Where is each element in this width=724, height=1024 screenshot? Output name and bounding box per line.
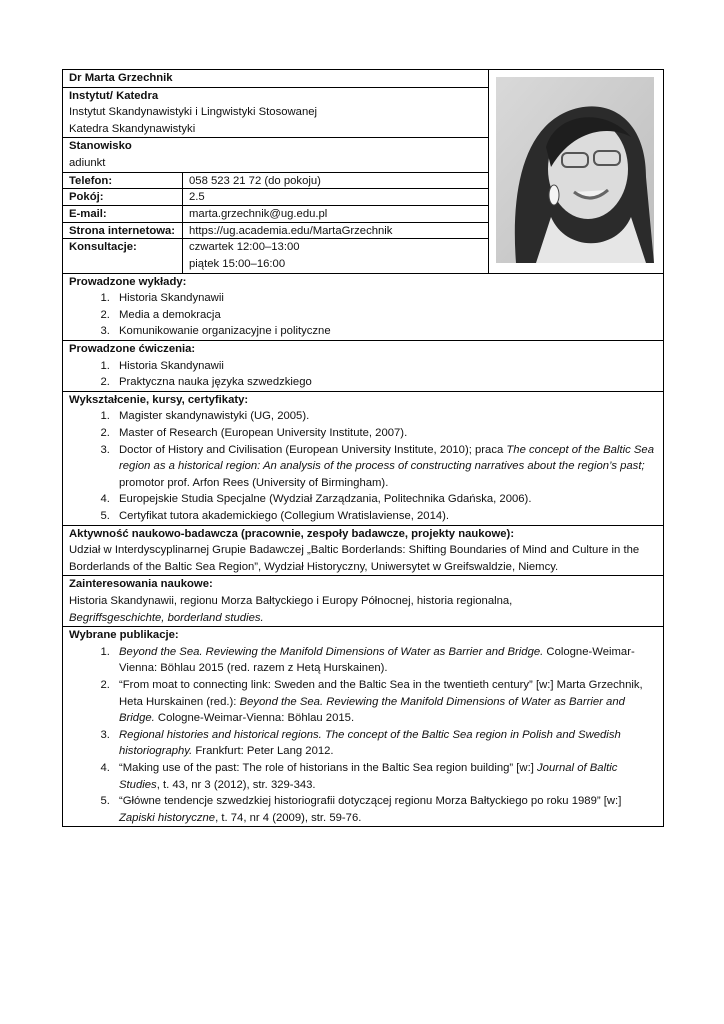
publication-title: Beyond the Sea. Reviewing the Manifold Dimensions of Water as Barrier and Bridge. [119,695,625,725]
list-item: 1. Historia Skandynawii [113,358,657,375]
phone-value: 058 523 21 72 (do pokoju) [189,174,321,187]
phone-row [63,173,488,190]
consult-row [63,239,488,272]
portrait-photo [496,77,654,263]
publication-title: Beyond the Sea. Reviewing the Manifold Dimensions of Water as Barrier and Bridge. [119,645,544,658]
text-segment: Cologne-Weimar-Vienna: Böhlau 2015. [154,712,355,725]
email-label: E-mail: [63,206,183,222]
room-label: Pokój: [63,189,183,205]
exercises-section [63,341,663,392]
lectures-list [69,290,657,340]
department: Katedra Skandynawistyki [69,122,196,135]
list-item [113,793,657,826]
institute-label: Instytut/ Katedra [69,89,159,102]
list-item: 2. Master of Research (European University Institute, 2007). [113,425,657,442]
text-segment: “Główne tendencje szwedzkiej historiografii dotyczącej regionu Morza Bałtyckiego po roku 1989” [w:] [119,795,622,808]
website-value[interactable]: https://ug.academia.edu/MartaGrzechnik [189,224,393,237]
publications-section [63,627,663,827]
institute: Instytut Skandynawistyki i Lingwistyki Stosowanej [69,106,318,119]
exercises-list [69,358,657,391]
institute-cell [63,88,488,139]
publication-title: Journal of Baltic Studies [119,761,618,791]
lectures-label: Prowadzone wykłady: [69,275,187,288]
email-value[interactable]: marta.grzechnik@ug.edu.pl [189,207,328,220]
research-label: Aktywność naukowo-badawcza (pracownie, zespoły badawcze, projekty naukowe): [69,527,515,540]
website-row [63,223,488,240]
email-row [63,206,488,223]
list-item: 1. Magister skandynawistyki (UG, 2005). [113,408,657,425]
publications-label: Wybrane publikacje: [69,629,179,642]
publication-title: Regional histories and historical regions. The concept of the Baltic Sea region in Polish and Swedish historiography. [119,728,621,758]
education-list [69,408,657,524]
position-cell [63,138,488,172]
room-row [63,189,488,206]
cv-sheet [62,69,662,829]
list-item: 1. Historia Skandynawii [113,290,657,307]
exercises-label: Prowadzone ćwiczenia: [69,343,196,356]
publications-list [69,644,657,827]
room-value: 2.5 [189,191,205,204]
list-item [113,677,657,727]
list-item [113,727,657,760]
text-segment: “Making use of the past: The role of historians in the Baltic Sea region building” [w:] [119,761,538,774]
position: adiunkt [69,156,106,169]
education-label: Wykształcenie, kursy, certyfikaty: [69,393,249,406]
interests-section [63,576,663,627]
list-item [113,760,657,793]
publication-title: Zapiski historyczne [119,811,216,824]
interests-text: Historia Skandynawii, regionu Morza Bałtyckiego i Europy Północnej, historia regionalna, [69,594,513,607]
header-block [63,70,663,274]
list-item: 2. Praktyczna nauka języka szwedzkiego [113,374,657,391]
education-section [63,392,663,526]
text-segment: “From moat to connecting link: Sweden and the Baltic Sea in the twentieth century” [w:] Marta Grzechnik, Heta Hurskainen (red.): [119,678,643,708]
header-info [63,70,489,273]
photo-cell [489,70,663,273]
lectures-section [63,274,663,341]
list-item: 5. Certyfikat tutora akademickiego (Collegium Wratislaviense, 2014). [113,508,657,525]
list-item: 4. Europejskie Studia Specjalne (Wydział Zarządzania, Politechnika Gdańska, 2006). [113,491,657,508]
interests-label: Zainteresowania naukowe: [69,578,213,591]
name: Dr Marta Grzechnik [63,70,488,88]
list-item [113,644,657,677]
text-segment: , t. 74, nr 4 (2009), str. 59-76. [215,811,362,824]
list-item [113,442,657,492]
website-label: Strona internetowa: [63,223,183,239]
research-text: Udział w Interdyscyplinarnej Grupie Badawczej „Baltic Borderlands: Shifting Boundaries of Mind and Culture in the Borderlands of the Baltic Sea Region”, Wydział Historyczny, Uniwersytet w Greifswaldzie, Niemcy. [69,544,640,573]
interests-text-italic: Begriffsgeschichte, borderland studies. [69,611,264,624]
thesis-title: The concept of the Baltic Sea region as a historical region: An analysis of the process of constructing narratives about the region’s past; [119,443,654,473]
cv-table [62,69,664,827]
position-label: Stanowisko [69,140,132,153]
research-section [63,526,663,577]
consult-friday: piątek 15:00–16:00 [189,257,286,270]
consult-label: Konsultacje: [63,239,183,272]
list-item: 2. Media a demokracja [113,307,657,324]
text-segment: Frankfurt: Peter Lang 2012. [192,745,334,758]
consult-values [183,239,488,272]
consult-thursday: czwartek 12:00–13:00 [189,241,300,254]
text-segment: Cologne-Weimar-Vienna: Böhlau 2015 (red. razem z Hetą Hurskainen). [119,645,635,675]
text-segment: , t. 43, nr 3 (2012), str. 329-343. [156,778,316,791]
phone-label: Telefon: [63,173,183,189]
text-segment: Doctor of History and Civilisation (European University Institute, 2010); praca [119,443,507,456]
list-item: 3. Komunikowanie organizacyjne i polityczne [113,323,657,340]
text-segment: promotor prof. Arfon Rees (University of Birmingham). [119,476,389,489]
